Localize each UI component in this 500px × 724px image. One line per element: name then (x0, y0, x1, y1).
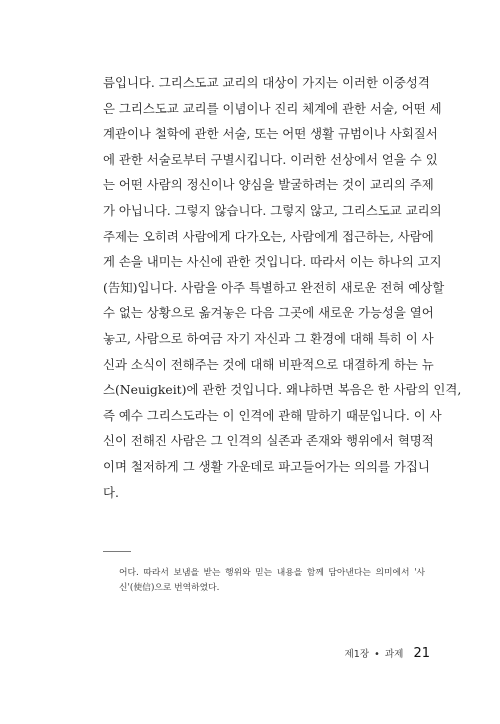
body-line: 는 어떤 사람의 정신이나 양심을 발굴하려는 것이 교리의 주제 (103, 177, 434, 193)
body-line: 이며 철저하게 그 생활 가운데로 파고들어가는 의의를 가집니 (103, 458, 430, 474)
body-line: 스(Neuigkeit)에 관한 것입니다. 왜냐하면 복음은 한 사람의 인격, (103, 382, 462, 398)
bullet-separator: • (374, 649, 380, 660)
body-line: 즉 예수 그리스도라는 이 인격에 관해 말하기 때문입니다. 이 사 (103, 407, 442, 423)
body-line: 름입니다. 그리스도교 교리의 대상이 가지는 이러한 이중성격 (103, 75, 430, 90)
body-paragraph (103, 70, 462, 505)
footnote-line: 신'(使信)으로 번역하였다. (119, 582, 220, 593)
body-line: 계관이나 철학에 관한 서술, 또는 어떤 생활 규범이나 사회질서 (103, 126, 438, 142)
body-line: 수 없는 상황으로 옮겨놓은 다음 그곳에 새로운 가능성을 열어 (103, 305, 434, 321)
body-line: 가 아닙니다. 그렇지 않습니다. 그렇지 않고, 그리스도교 교리의 (103, 202, 442, 218)
section-title: 과제 (384, 649, 404, 660)
body-line: 다. (103, 484, 119, 500)
body-line: (告知)입니다. 사람을 아주 특별하고 완전히 새로운 전혀 예상할 (103, 279, 445, 295)
chapter-number: 제1장 (344, 649, 370, 660)
running-footer (344, 646, 430, 661)
footnote (119, 566, 425, 595)
body-line: 신과 소식이 전해주는 것에 대해 비판적으로 대결하게 하는 뉴 (103, 356, 434, 372)
body-line: 신이 전해진 사람은 그 인격의 실존과 존재와 행위에서 혁명적 (103, 433, 434, 449)
body-line: 에 관한 서술로부터 구별시킵니다. 이러한 선상에서 얻을 수 있 (103, 151, 438, 167)
body-line: 게 손을 내미는 사신에 관한 것입니다. 따라서 이는 하나의 고지 (103, 254, 442, 270)
body-line: 놓고, 사람으로 하여금 자기 자신과 그 환경에 대해 특히 이 사 (103, 330, 434, 346)
footnote-line: 어다. 따라서 보냄을 받는 행위와 믿는 내용을 함께 담아낸다는 의미에서 '사 (119, 568, 425, 578)
body-line: 은 그리스도교 교리를 이념이나 진리 체계에 관한 서술, 어떤 세 (103, 100, 442, 116)
body-line: 주제는 오히려 사람에게 다가오는, 사람에게 접근하는, 사람에 (103, 228, 434, 244)
page-number: 21 (413, 646, 430, 661)
footnote-divider (103, 551, 131, 552)
chapter-title (344, 646, 403, 660)
